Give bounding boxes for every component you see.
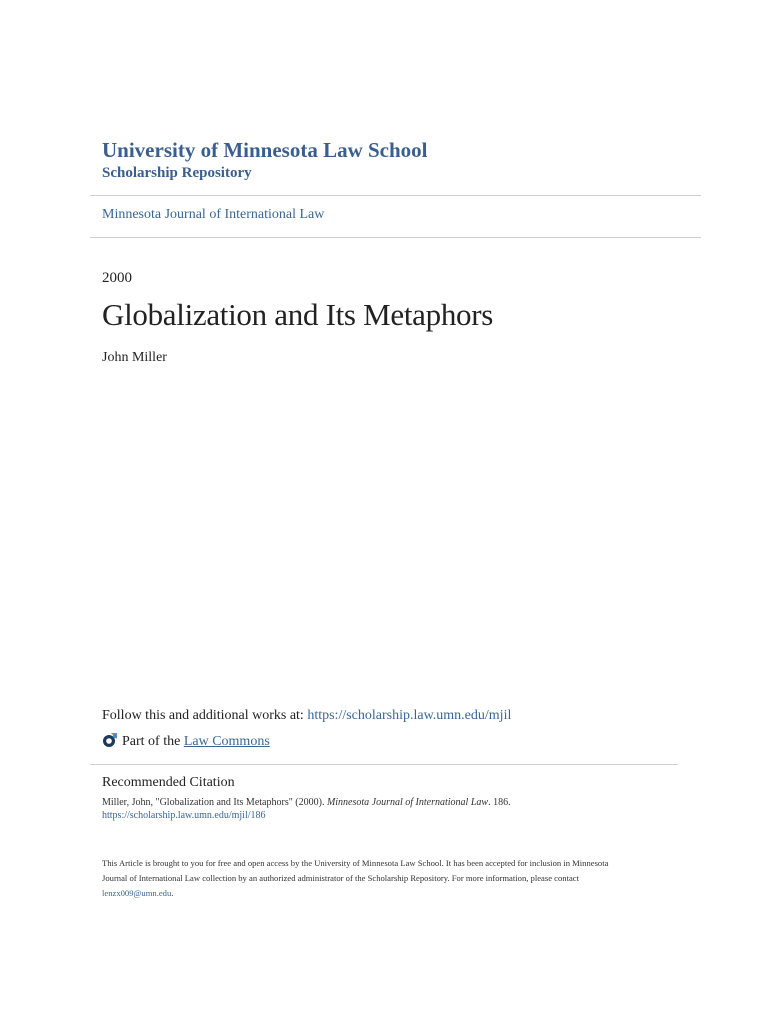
- citation-url-link[interactable]: https://scholarship.law.umn.edu/mjil/186: [102, 810, 266, 821]
- footer-notice: [102, 856, 662, 901]
- part-label: Part of the: [122, 734, 181, 749]
- citation-suffix: . 186.: [488, 797, 511, 808]
- footer-line-2: Journal of International Law collection by an authorized administrator of the Scholarship Repository. For more information, please contact: [102, 873, 579, 883]
- follow-label: Follow this and additional works at:: [102, 708, 308, 723]
- bepress-commons-icon: [102, 731, 122, 753]
- law-commons-link[interactable]: Law Commons: [183, 734, 270, 749]
- divider-bottom: [90, 764, 678, 765]
- institution-name[interactable]: University of Minnesota Law School: [102, 138, 428, 162]
- citation-text: [102, 797, 511, 808]
- follow-works-line: [102, 708, 511, 724]
- footer-line-1: This Article is brought to you for free and open access by the University of Minnesota Law School. It has been accepted for inclusion in Minnesota: [102, 858, 609, 868]
- collection-link[interactable]: Minnesota Journal of International Law: [102, 207, 325, 222]
- divider-top: [90, 195, 701, 196]
- citation-prefix: Miller, John, "Globalization and Its Metaphors" (2000).: [102, 797, 327, 808]
- part-of-line: [102, 731, 270, 753]
- citation-journal: Minnesota Journal of International Law: [326, 797, 489, 808]
- article-title: Globalization and Its Metaphors: [102, 297, 494, 332]
- divider-middle: [90, 237, 701, 238]
- footer-end: .: [171, 888, 174, 898]
- publication-year: 2000: [102, 270, 132, 286]
- footer-line-3: [102, 886, 662, 901]
- author-name: John Miller: [102, 350, 167, 365]
- contact-email-link[interactable]: lenzx009@umn.edu: [102, 888, 172, 898]
- recommended-citation-heading: Recommended Citation: [102, 775, 235, 790]
- repository-name[interactable]: Scholarship Repository: [102, 165, 252, 181]
- follow-url-link[interactable]: https://scholarship.law.umn.edu/mjil: [307, 708, 512, 723]
